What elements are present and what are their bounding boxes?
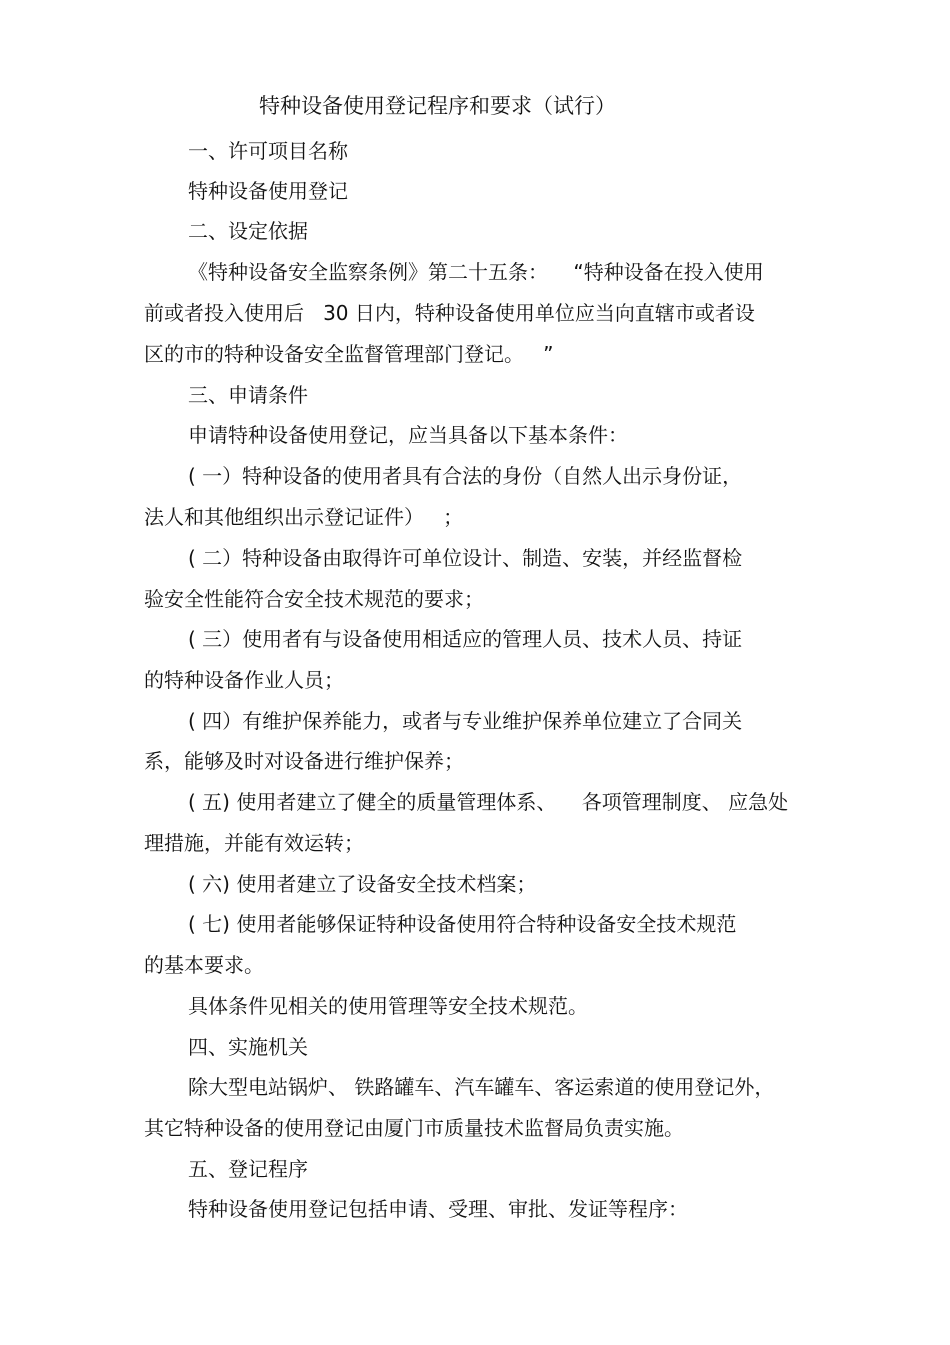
section-heading: 二、设定依据 — [188, 219, 308, 243]
list-item: ( 六) 使用者建立了设备安全技术档案； — [188, 872, 537, 896]
list-item-continuation: 的特种设备作业人员； — [144, 668, 344, 692]
paragraph-line: 《特种设备安全监察条例》第二十五条： “特种设备在投入使用 — [188, 260, 764, 284]
list-item-continuation: 法人和其他组织出示登记证件） ； — [144, 505, 464, 529]
paragraph-line: 区的市的特种设备安全监督管理部门登记。 ” — [144, 342, 554, 366]
section-heading: 四、实施机关 — [188, 1035, 308, 1059]
paragraph-line: 特种设备使用登记包括申请、受理、审批、发证等程序： — [188, 1197, 688, 1221]
section-heading: 五、登记程序 — [188, 1157, 308, 1181]
list-item: ( 七) 使用者能够保证特种设备使用符合特种设备安全技术规范 — [188, 912, 737, 936]
section-heading: 三、申请条件 — [188, 383, 308, 407]
list-item: ( 二）特种设备由取得许可单位设计、制造、安装，并经监督检 — [188, 546, 743, 570]
list-item-continuation: 的基本要求。 — [144, 953, 264, 977]
list-item: ( 三）使用者有与设备使用相适应的管理人员、技术人员、持证 — [188, 627, 743, 651]
paragraph-line: 前或者投入使用后 30 日内，特种设备使用单位应当向直辖市或者设 — [144, 301, 755, 325]
list-item-continuation: 验安全性能符合安全技术规范的要求； — [144, 587, 484, 611]
list-item: ( 五) 使用者建立了健全的质量管理体系、 各项管理制度、 应急处 — [188, 790, 789, 814]
paragraph-line: 除大型电站锅炉、 铁路罐车、汽车罐车、客运索道的使用登记外， — [188, 1075, 775, 1099]
paragraph-line: 特种设备使用登记 — [188, 179, 348, 203]
paragraph-line: 申请特种设备使用登记，应当具备以下基本条件： — [188, 423, 628, 447]
paragraph-line: 具体条件见相关的使用管理等安全技术规范。 — [188, 994, 588, 1018]
document-title: 特种设备使用登记程序和要求（试行） — [259, 94, 616, 118]
list-item-continuation: 系，能够及时对设备进行维护保养； — [144, 749, 464, 773]
section-heading: 一、许可项目名称 — [188, 139, 348, 163]
paragraph-line: 其它特种设备的使用登记由厦门市质量技术监督局负责实施。 — [144, 1116, 684, 1140]
list-item: ( 四）有维护保养能力，或者与专业维护保养单位建立了合同关 — [188, 709, 743, 733]
list-item: ( 一）特种设备的使用者具有合法的身份（自然人出示身份证， — [188, 464, 743, 488]
list-item-continuation: 理措施，并能有效运转； — [144, 831, 364, 855]
